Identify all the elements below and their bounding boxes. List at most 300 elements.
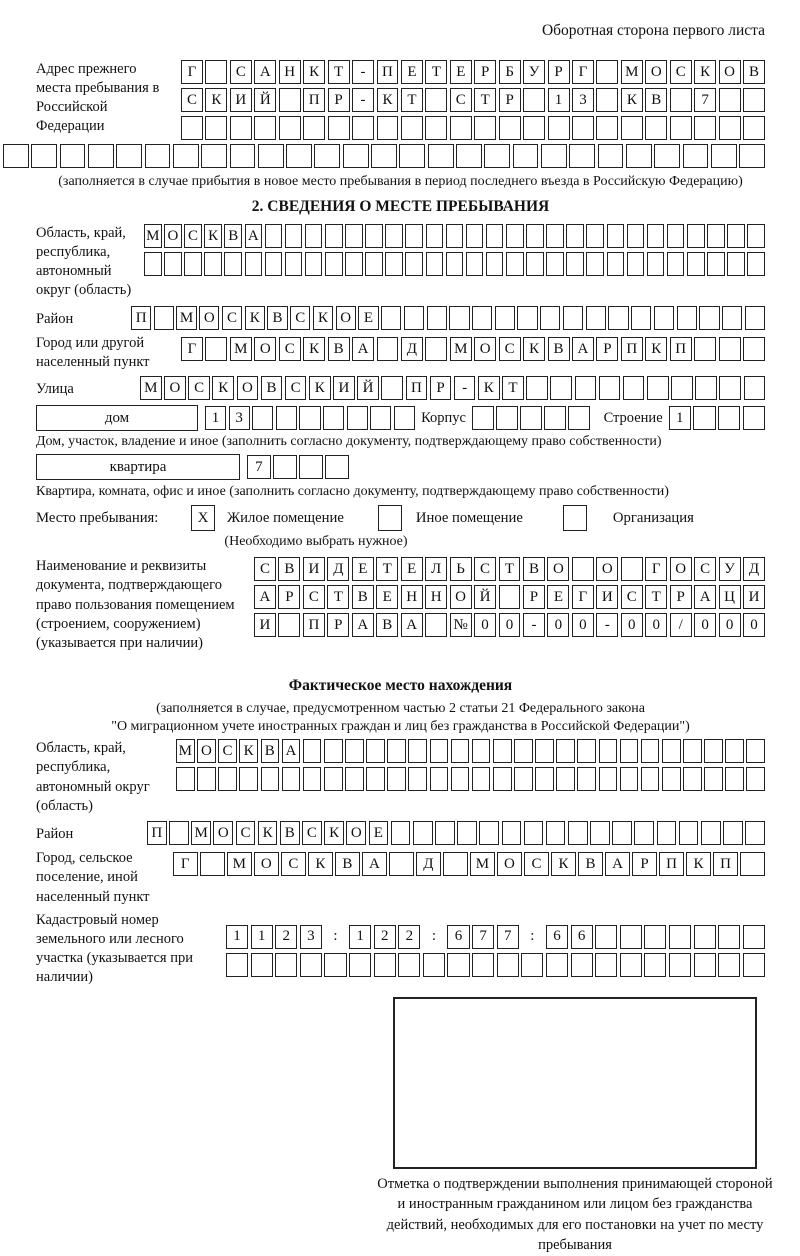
char-cell[interactable]	[389, 852, 414, 876]
char-cell[interactable]	[144, 252, 162, 276]
char-cell[interactable]: С	[218, 739, 237, 763]
char-cell[interactable]: Р	[632, 852, 657, 876]
char-cell[interactable]: С	[474, 557, 496, 581]
char-cell[interactable]	[704, 767, 723, 791]
char-cell[interactable]	[451, 739, 470, 763]
char-cell[interactable]: К	[258, 821, 278, 845]
char-cell[interactable]	[657, 821, 677, 845]
char-cell[interactable]: К	[204, 224, 222, 248]
char-cell[interactable]	[425, 116, 447, 140]
char-cell[interactable]: В	[523, 557, 545, 581]
char-cell[interactable]	[687, 252, 705, 276]
char-cell[interactable]: А	[352, 337, 374, 361]
char-cell[interactable]	[325, 224, 343, 248]
char-cell[interactable]: С	[524, 852, 549, 876]
char-cell[interactable]	[472, 953, 494, 977]
char-cell[interactable]: Е	[376, 585, 398, 609]
char-cell[interactable]: 3	[229, 406, 250, 430]
char-cell[interactable]	[670, 116, 692, 140]
char-cell[interactable]	[430, 739, 449, 763]
apartment-type-box[interactable]: квартира	[36, 454, 240, 480]
char-cell[interactable]	[261, 767, 280, 791]
char-cell[interactable]: И	[743, 585, 765, 609]
char-cell[interactable]	[493, 739, 512, 763]
char-cell[interactable]: А	[254, 60, 276, 84]
char-cell[interactable]	[743, 953, 765, 977]
char-cell[interactable]	[695, 376, 717, 400]
char-cell[interactable]	[740, 852, 765, 876]
char-cell[interactable]: Н	[425, 585, 447, 609]
char-cell[interactable]	[598, 144, 624, 168]
char-cell[interactable]	[523, 88, 545, 112]
char-cell[interactable]	[719, 337, 741, 361]
char-cell[interactable]: Е	[352, 557, 374, 581]
prev-address-row-1[interactable]	[181, 60, 765, 84]
char-cell[interactable]	[620, 767, 639, 791]
char-cell[interactable]	[343, 144, 369, 168]
char-cell[interactable]	[540, 306, 560, 330]
char-cell[interactable]	[644, 925, 666, 949]
char-cell[interactable]: С	[694, 557, 716, 581]
char-cell[interactable]: Г	[645, 557, 667, 581]
char-cell[interactable]	[627, 252, 645, 276]
char-cell[interactable]	[230, 144, 256, 168]
char-cell[interactable]	[743, 88, 765, 112]
char-cell[interactable]: Й	[357, 376, 379, 400]
char-cell[interactable]: П	[147, 821, 167, 845]
char-cell[interactable]: С	[281, 852, 306, 876]
char-cell[interactable]	[405, 252, 423, 276]
char-cell[interactable]	[727, 224, 745, 248]
char-cell[interactable]: -	[352, 88, 374, 112]
char-cell[interactable]: О	[450, 585, 472, 609]
char-cell[interactable]	[3, 144, 29, 168]
char-cell[interactable]	[381, 306, 401, 330]
char-cell[interactable]: С	[181, 88, 203, 112]
char-cell[interactable]	[623, 376, 645, 400]
char-cell[interactable]	[164, 252, 182, 276]
char-cell[interactable]	[391, 821, 411, 845]
char-cell[interactable]: О	[197, 739, 216, 763]
char-cell[interactable]	[596, 88, 618, 112]
char-cell[interactable]: С	[621, 585, 643, 609]
char-cell[interactable]: М	[191, 821, 211, 845]
char-cell[interactable]: 2	[398, 925, 420, 949]
char-cell[interactable]: 0	[694, 613, 716, 637]
char-cell[interactable]	[595, 953, 617, 977]
char-cell[interactable]: О	[346, 821, 366, 845]
char-cell[interactable]: В	[376, 613, 398, 637]
char-cell[interactable]	[725, 767, 744, 791]
char-cell[interactable]: 6	[447, 925, 469, 949]
char-cell[interactable]: Р	[523, 585, 545, 609]
char-cell[interactable]: А	[401, 613, 423, 637]
char-cell[interactable]	[450, 116, 472, 140]
char-cell[interactable]: 3	[300, 925, 322, 949]
char-cell[interactable]	[744, 376, 766, 400]
char-cell[interactable]: М	[450, 337, 472, 361]
char-cell[interactable]: К	[212, 376, 234, 400]
stay-type-checkbox-organization[interactable]	[563, 505, 587, 531]
char-cell[interactable]: И	[254, 613, 276, 637]
char-cell[interactable]	[399, 144, 425, 168]
char-cell[interactable]	[245, 252, 263, 276]
char-cell[interactable]	[586, 224, 604, 248]
char-cell[interactable]	[303, 767, 322, 791]
char-cell[interactable]: О	[336, 306, 356, 330]
char-cell[interactable]: О	[670, 557, 692, 581]
char-cell[interactable]	[502, 821, 522, 845]
char-cell[interactable]	[671, 376, 693, 400]
char-cell[interactable]: О	[254, 337, 276, 361]
char-cell[interactable]: Т	[327, 585, 349, 609]
char-cell[interactable]	[345, 224, 363, 248]
char-cell[interactable]: Р	[328, 88, 350, 112]
char-cell[interactable]	[279, 116, 301, 140]
char-cell[interactable]: К	[303, 337, 325, 361]
char-cell[interactable]: 0	[474, 613, 496, 637]
char-cell[interactable]: К	[645, 337, 667, 361]
char-cell[interactable]: Т	[474, 88, 496, 112]
char-cell[interactable]: К	[377, 88, 399, 112]
char-cell[interactable]: М	[176, 739, 195, 763]
char-cell[interactable]	[546, 252, 564, 276]
char-cell[interactable]: И	[596, 585, 618, 609]
char-cell[interactable]	[566, 252, 584, 276]
char-cell[interactable]	[572, 557, 594, 581]
char-cell[interactable]	[745, 306, 765, 330]
char-cell[interactable]	[526, 376, 548, 400]
char-cell[interactable]: Р	[474, 60, 496, 84]
char-cell[interactable]	[566, 224, 584, 248]
char-cell[interactable]: Г	[173, 852, 198, 876]
char-cell[interactable]: Н	[279, 60, 301, 84]
char-cell[interactable]	[586, 306, 606, 330]
char-cell[interactable]	[258, 144, 284, 168]
char-cell[interactable]	[556, 739, 575, 763]
char-cell[interactable]: /	[670, 613, 692, 637]
char-cell[interactable]: С	[285, 376, 307, 400]
char-cell[interactable]	[596, 116, 618, 140]
char-cell[interactable]	[387, 767, 406, 791]
char-cell[interactable]	[305, 224, 323, 248]
char-cell[interactable]: К	[621, 88, 643, 112]
char-cell[interactable]: 7	[694, 88, 716, 112]
char-cell[interactable]: О	[213, 821, 233, 845]
char-cell[interactable]	[569, 144, 595, 168]
char-cell[interactable]	[704, 739, 723, 763]
char-cell[interactable]: М	[227, 852, 252, 876]
char-cell[interactable]	[472, 739, 491, 763]
char-cell[interactable]	[746, 767, 765, 791]
prev-address-row-4[interactable]	[3, 144, 765, 170]
char-cell[interactable]: Й	[254, 88, 276, 112]
char-cell[interactable]: Р	[548, 60, 570, 84]
char-cell[interactable]: К	[308, 852, 333, 876]
char-cell[interactable]: И	[303, 557, 325, 581]
char-cell[interactable]: Т	[376, 557, 398, 581]
char-cell[interactable]: -	[523, 613, 545, 637]
char-cell[interactable]: А	[282, 739, 301, 763]
char-cell[interactable]	[667, 252, 685, 276]
actual-city-row[interactable]	[173, 852, 765, 876]
char-cell[interactable]: О	[719, 60, 741, 84]
char-cell[interactable]	[719, 376, 741, 400]
char-cell[interactable]	[544, 406, 566, 430]
char-cell[interactable]	[226, 953, 248, 977]
char-cell[interactable]: К	[694, 60, 716, 84]
char-cell[interactable]	[627, 224, 645, 248]
char-cell[interactable]: К	[239, 739, 258, 763]
char-cell[interactable]: Е	[547, 585, 569, 609]
char-cell[interactable]: С	[450, 88, 472, 112]
char-cell[interactable]	[683, 767, 702, 791]
char-cell[interactable]	[626, 144, 652, 168]
char-cell[interactable]	[425, 337, 447, 361]
char-cell[interactable]	[524, 821, 544, 845]
region-row-2[interactable]	[144, 252, 765, 276]
char-cell[interactable]: В	[261, 376, 283, 400]
char-cell[interactable]: 3	[572, 88, 594, 112]
char-cell[interactable]: Т	[328, 60, 350, 84]
char-cell[interactable]	[345, 739, 364, 763]
char-cell[interactable]: А	[362, 852, 387, 876]
char-cell[interactable]	[694, 953, 716, 977]
char-cell[interactable]	[572, 116, 594, 140]
char-cell[interactable]	[201, 144, 227, 168]
char-cell[interactable]	[550, 376, 572, 400]
document-row-3[interactable]	[254, 613, 765, 637]
char-cell[interactable]: В	[335, 852, 360, 876]
char-cell[interactable]	[568, 821, 588, 845]
char-cell[interactable]	[31, 144, 57, 168]
char-cell[interactable]: П	[303, 613, 325, 637]
char-cell[interactable]	[683, 144, 709, 168]
char-cell[interactable]	[693, 406, 715, 430]
char-cell[interactable]: 0	[743, 613, 765, 637]
char-cell[interactable]	[446, 252, 464, 276]
char-cell[interactable]	[612, 821, 632, 845]
char-cell[interactable]	[169, 821, 189, 845]
char-cell[interactable]: О	[164, 224, 182, 248]
char-cell[interactable]	[273, 455, 297, 479]
char-cell[interactable]	[401, 116, 423, 140]
char-cell[interactable]	[184, 252, 202, 276]
char-cell[interactable]	[224, 252, 242, 276]
char-cell[interactable]	[526, 252, 544, 276]
char-cell[interactable]: С	[254, 557, 276, 581]
char-cell[interactable]: 0	[621, 613, 643, 637]
char-cell[interactable]	[204, 252, 222, 276]
char-cell[interactable]: 7	[497, 925, 519, 949]
char-cell[interactable]	[300, 953, 322, 977]
region-row-1[interactable]	[144, 224, 765, 248]
char-cell[interactable]	[377, 337, 399, 361]
char-cell[interactable]	[683, 739, 702, 763]
char-cell[interactable]: К	[523, 337, 545, 361]
char-cell[interactable]	[620, 739, 639, 763]
document-row-1[interactable]	[254, 557, 765, 581]
char-cell[interactable]	[499, 116, 521, 140]
char-cell[interactable]	[662, 739, 681, 763]
char-cell[interactable]	[514, 739, 533, 763]
char-cell[interactable]: П	[406, 376, 428, 400]
char-cell[interactable]: О	[254, 852, 279, 876]
char-cell[interactable]	[546, 821, 566, 845]
char-cell[interactable]	[517, 306, 537, 330]
char-cell[interactable]	[276, 406, 297, 430]
char-cell[interactable]: Т	[645, 585, 667, 609]
char-cell[interactable]: 0	[547, 613, 569, 637]
char-cell[interactable]: А	[352, 613, 374, 637]
char-cell[interactable]: 1	[205, 406, 226, 430]
char-cell[interactable]	[701, 821, 721, 845]
char-cell[interactable]	[205, 337, 227, 361]
char-cell[interactable]	[205, 60, 227, 84]
char-cell[interactable]: С	[499, 337, 521, 361]
char-cell[interactable]	[394, 406, 415, 430]
char-cell[interactable]	[299, 455, 323, 479]
char-cell[interactable]	[218, 767, 237, 791]
char-cell[interactable]	[506, 252, 524, 276]
char-cell[interactable]	[456, 144, 482, 168]
char-cell[interactable]: М	[140, 376, 162, 400]
char-cell[interactable]: А	[254, 585, 276, 609]
document-row-2[interactable]	[254, 585, 765, 609]
char-cell[interactable]: С	[279, 337, 301, 361]
char-cell[interactable]	[596, 60, 618, 84]
char-cell[interactable]	[722, 306, 742, 330]
char-cell[interactable]	[314, 144, 340, 168]
char-cell[interactable]	[520, 406, 542, 430]
char-cell[interactable]	[694, 116, 716, 140]
char-cell[interactable]: №	[450, 613, 472, 637]
char-cell[interactable]: 6	[546, 925, 568, 949]
char-cell[interactable]	[493, 767, 512, 791]
char-cell[interactable]	[725, 739, 744, 763]
char-cell[interactable]: В	[224, 224, 242, 248]
char-cell[interactable]: В	[352, 585, 374, 609]
char-cell[interactable]	[347, 406, 368, 430]
char-cell[interactable]	[387, 739, 406, 763]
char-cell[interactable]	[718, 925, 740, 949]
char-cell[interactable]	[647, 224, 665, 248]
char-cell[interactable]	[279, 88, 301, 112]
char-cell[interactable]: М	[144, 224, 162, 248]
prev-address-row-3[interactable]	[181, 116, 765, 140]
char-cell[interactable]: :	[423, 925, 445, 949]
char-cell[interactable]	[739, 144, 765, 168]
char-cell[interactable]	[743, 116, 765, 140]
char-cell[interactable]: :	[324, 925, 346, 949]
char-cell[interactable]: О	[237, 376, 259, 400]
char-cell[interactable]	[405, 224, 423, 248]
char-cell[interactable]: Ц	[719, 585, 741, 609]
char-cell[interactable]	[495, 306, 515, 330]
char-cell[interactable]	[251, 953, 273, 977]
char-cell[interactable]: О	[474, 337, 496, 361]
char-cell[interactable]	[408, 739, 427, 763]
char-cell[interactable]	[647, 252, 665, 276]
char-cell[interactable]: Н	[401, 585, 423, 609]
char-cell[interactable]	[428, 144, 454, 168]
char-cell[interactable]: Р	[430, 376, 452, 400]
char-cell[interactable]: П	[621, 337, 643, 361]
char-cell[interactable]: К	[478, 376, 500, 400]
char-cell[interactable]	[669, 925, 691, 949]
char-cell[interactable]	[526, 224, 544, 248]
char-cell[interactable]: Л	[425, 557, 447, 581]
char-cell[interactable]: К	[551, 852, 576, 876]
char-cell[interactable]	[285, 252, 303, 276]
char-cell[interactable]	[670, 88, 692, 112]
char-cell[interactable]	[324, 767, 343, 791]
char-cell[interactable]	[486, 224, 504, 248]
char-cell[interactable]	[303, 116, 325, 140]
char-cell[interactable]: Р	[670, 585, 692, 609]
char-cell[interactable]: В	[578, 852, 603, 876]
char-cell[interactable]	[446, 224, 464, 248]
stay-type-checkbox-other[interactable]	[378, 505, 402, 531]
char-cell[interactable]	[546, 953, 568, 977]
char-cell[interactable]	[466, 252, 484, 276]
char-cell[interactable]	[647, 376, 669, 400]
char-cell[interactable]: П	[659, 852, 684, 876]
char-cell[interactable]	[443, 852, 468, 876]
char-cell[interactable]	[743, 925, 765, 949]
char-cell[interactable]: С	[670, 60, 692, 84]
char-cell[interactable]: 6	[571, 925, 593, 949]
actual-region-row-1[interactable]	[176, 739, 765, 763]
char-cell[interactable]	[365, 224, 383, 248]
char-cell[interactable]	[173, 144, 199, 168]
char-cell[interactable]	[687, 224, 705, 248]
char-cell[interactable]	[365, 252, 383, 276]
char-cell[interactable]	[631, 306, 651, 330]
actual-district-row[interactable]	[147, 821, 765, 845]
char-cell[interactable]: Д	[327, 557, 349, 581]
char-cell[interactable]	[506, 224, 524, 248]
char-cell[interactable]: С	[303, 585, 325, 609]
char-cell[interactable]: 0	[719, 613, 741, 637]
char-cell[interactable]: -	[454, 376, 476, 400]
char-cell[interactable]: П	[131, 306, 151, 330]
char-cell[interactable]	[535, 767, 554, 791]
char-cell[interactable]	[479, 821, 499, 845]
char-cell[interactable]	[620, 925, 642, 949]
char-cell[interactable]: О	[547, 557, 569, 581]
char-cell[interactable]	[305, 252, 323, 276]
char-cell[interactable]: 0	[499, 613, 521, 637]
char-cell[interactable]: У	[523, 60, 545, 84]
char-cell[interactable]	[644, 953, 666, 977]
char-cell[interactable]: А	[245, 224, 263, 248]
char-cell[interactable]: В	[743, 60, 765, 84]
char-cell[interactable]: Г	[181, 337, 203, 361]
char-cell[interactable]	[200, 852, 225, 876]
char-cell[interactable]: В	[548, 337, 570, 361]
char-cell[interactable]	[641, 767, 660, 791]
char-cell[interactable]	[484, 144, 510, 168]
char-cell[interactable]	[324, 953, 346, 977]
char-cell[interactable]	[743, 406, 765, 430]
char-cell[interactable]	[513, 144, 539, 168]
char-cell[interactable]	[425, 613, 447, 637]
char-cell[interactable]: 1	[349, 925, 371, 949]
char-cell[interactable]	[577, 767, 596, 791]
char-cell[interactable]: Т	[499, 557, 521, 581]
char-cell[interactable]	[595, 925, 617, 949]
